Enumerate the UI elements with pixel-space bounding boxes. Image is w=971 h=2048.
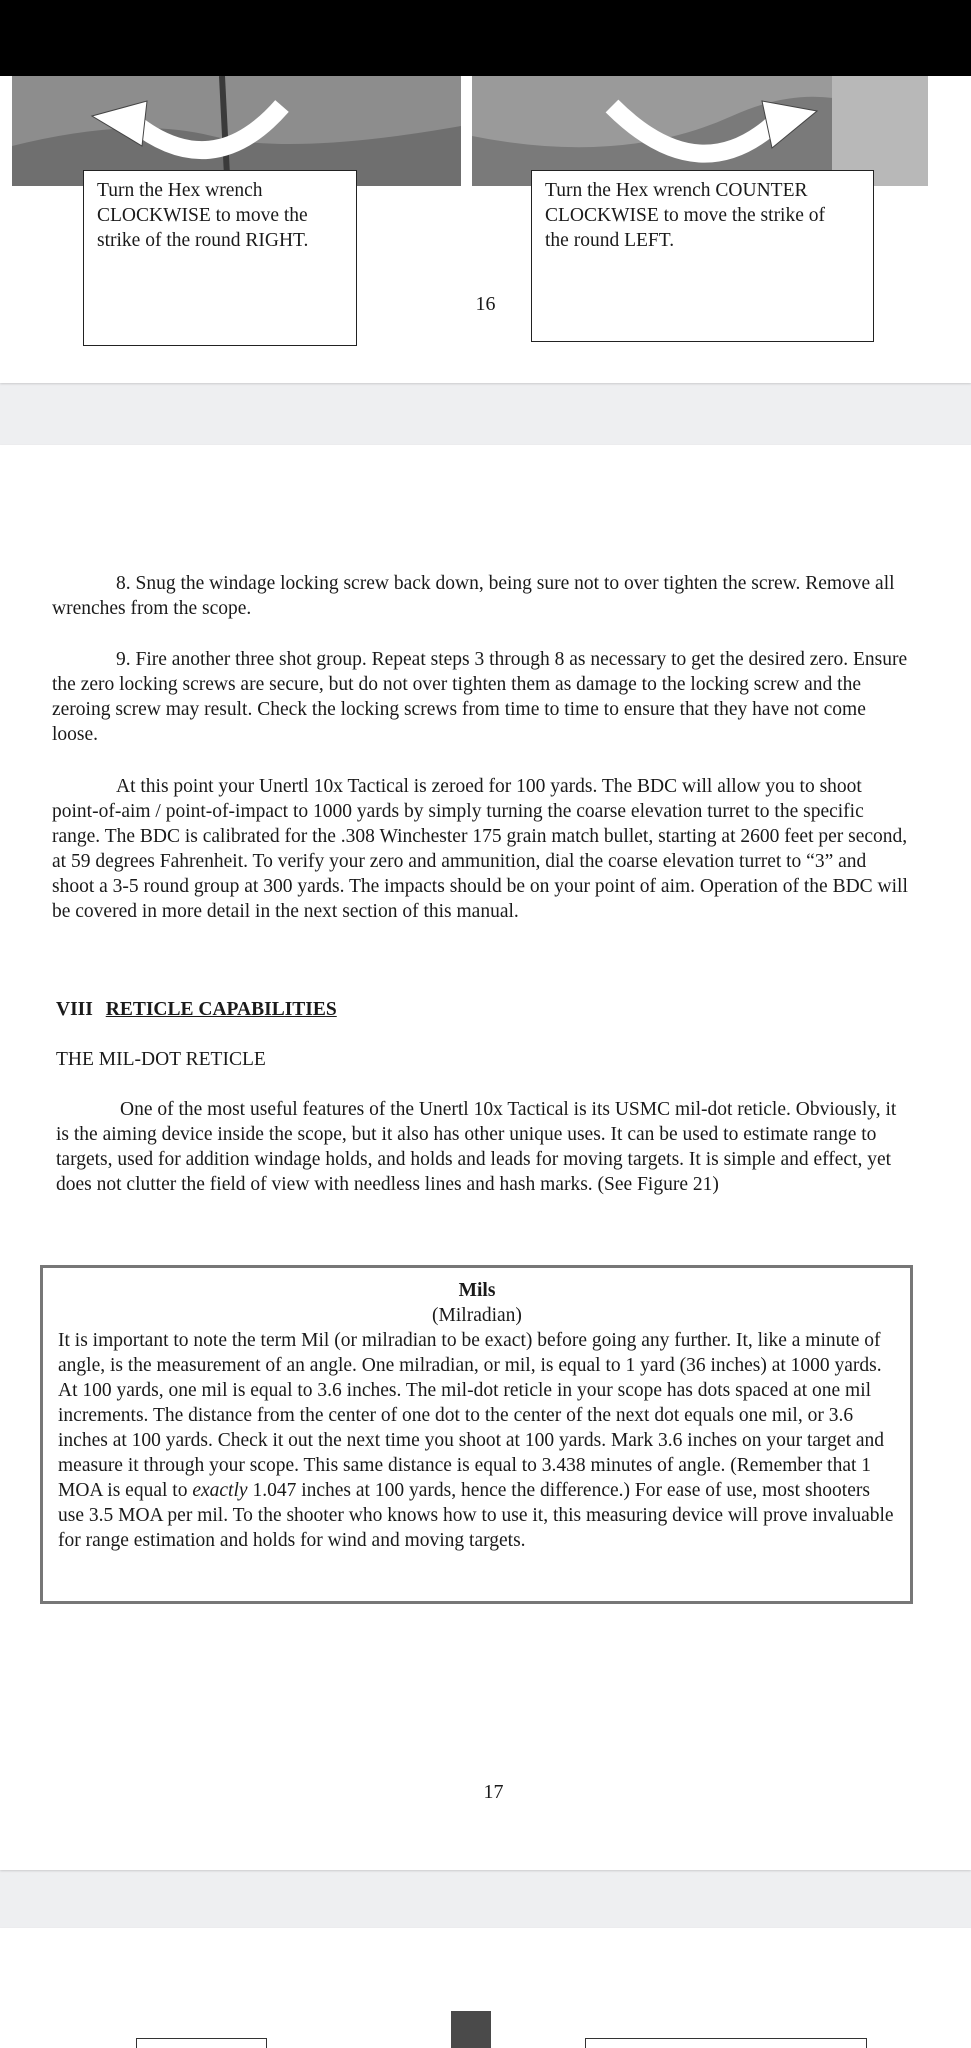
callout-line: Turn the Hex wrench bbox=[97, 180, 263, 201]
document-page-18 bbox=[0, 1928, 971, 2048]
paragraph-mil-dot bbox=[56, 1097, 906, 1197]
callout-clockwise-right bbox=[83, 170, 357, 346]
page-number: 16 bbox=[475, 293, 496, 315]
callout-line: Turn the Hex wrench COUNTER bbox=[545, 180, 808, 201]
callout-line: the round LEFT. bbox=[545, 230, 675, 251]
figure-photo bbox=[451, 2011, 491, 2048]
section-number: VIII bbox=[56, 999, 93, 1020]
document-page-17 bbox=[0, 445, 971, 1870]
box-title: Mils bbox=[458, 1280, 496, 1301]
box-subtitle: (Milradian) bbox=[432, 1305, 522, 1326]
box-body-emphasis: exactly bbox=[192, 1480, 248, 1501]
callout-line: CLOCKWISE to move the bbox=[97, 205, 308, 226]
sub-heading: THE MIL-DOT RETICLE bbox=[56, 1049, 266, 1070]
callout-line: CLOCKWISE to move the strike of bbox=[545, 205, 825, 226]
box-body bbox=[58, 1328, 896, 1553]
callout-counterclockwise-left bbox=[531, 170, 874, 342]
page-number: 17 bbox=[483, 1781, 504, 1803]
document-page-16 bbox=[0, 76, 971, 383]
paragraph-step-8 bbox=[52, 571, 912, 621]
paragraph-step-9 bbox=[52, 647, 912, 747]
status-bar bbox=[0, 0, 971, 76]
paragraph-text: 8. Snug the windage locking screw back down, being sure not to over tighten the screw. Remove all wrenches from the scope. bbox=[52, 573, 895, 619]
box-body-text: It is important to note the term Mil (or milradian to be exact) before going any further. It, like a minute of angle, is the measurement of an angle. One milradian, or mil, is equal to 1 yard (36 inches) at 1000 yards. At 100 yards, one mil is equal to 3.6 inches. The mil-dot reticle in your scope has dots spaced at one mil increments. The distance from the center of one dot to the center of the next dot equals one mil, or 3.6 inches at 100 yards. Check it out the next time you shoot at 100 yards. Mark 3.6 inches on your target and measure it through your scope. This same distance is equal to 3.438 minutes of angle. (Remember that 1 MOA is equal to bbox=[58, 1330, 885, 1501]
section-heading bbox=[56, 999, 337, 1021]
section-title: RETICLE CAPABILITIES bbox=[105, 999, 337, 1020]
paragraph-text: One of the most useful features of the Unertl 10x Tactical is its USMC mil-dot reticle. Obviously, it is the aiming device inside the scope, but it also has other unique uses. It can be used to estimate range to targets, used for addition windage holds, and holds and leads for moving targets. It is simple and effect, yet does not clutter the field of view with needless lines and hash marks. (See Figure 21) bbox=[56, 1099, 897, 1195]
paragraph-text: 9. Fire another three shot group. Repeat steps 3 through 8 as necessary to get the desired zero. Ensure the zero locking screws are secure, but do not over tighten them as damage to the locking screw and the zeroing screw may result. Check the locking screws from time to time to ensure that they have not come loose. bbox=[52, 649, 908, 745]
paragraph-text: At this point your Unertl 10x Tactical is zeroed for 100 yards. The BDC will allow you to shoot point-of-aim / point-of-impact to 1000 yards by simply turning the coarse elevation turret to the specific range. The BDC is calibrated for the .308 Winchester 175 grain match bullet, starting at 2600 feet per second, at 59 degrees Fahrenheit. To verify your zero and ammunition, dial the coarse elevation turret to “3” and shoot a 3-5 round group at 300 yards. The impacts should be on your point of aim. Operation of the BDC will be covered in more detail in the next section of this manual. bbox=[52, 776, 908, 922]
figure-frame bbox=[585, 2038, 867, 2048]
box-body-text: 1.047 inches at 100 yards, hence the difference.) For ease of use, most shooters use 3.5 MOA per mil. To the shooter who knows how to use it, this measuring device will prove invaluable for range estimation and holds for wind and moving targets. bbox=[58, 1480, 894, 1551]
figure-frame bbox=[136, 2038, 267, 2048]
mils-info-box bbox=[40, 1265, 913, 1604]
paragraph-bdc bbox=[52, 774, 912, 924]
callout-line: strike of the round RIGHT. bbox=[97, 230, 309, 251]
